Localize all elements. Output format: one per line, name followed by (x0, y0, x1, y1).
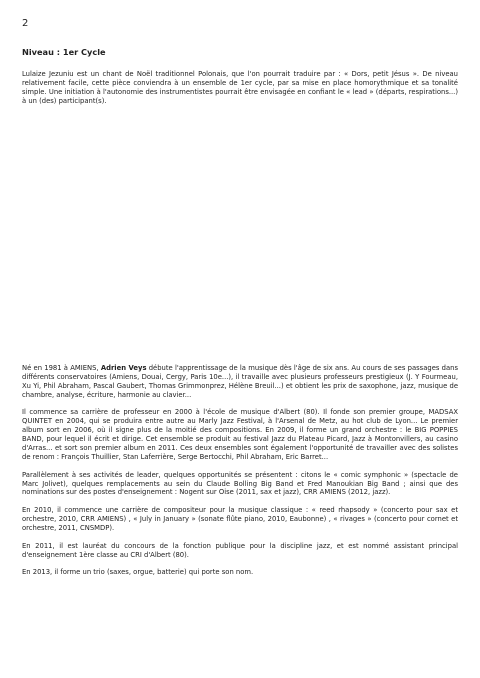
intro-paragraph: Lulaize Jezuniu est un chant de Noël traditionnel Polonais, que l'on pourrait traduire par : « Dors, petit Jésus ». De niveau relativement facile, cette pièce conviendra à un ensemble de 1er cycle, par sa mise en place homorythmique et sa tonalité simple. Une initiation à l'autonomie des instrumentistes pourrait être envisagée en confiant le « lead » (départs, respirations...) à un (des) participant(s). (22, 70, 458, 105)
bio-early-life-text: débute l'apprentissage de la musique dès l'âge de six ans. Au cours de ses passages dans différents conservatoires (Amiens, Douai, Cergy, Paris 10e...), il travaille avec plusieurs professeurs prestigieux (J. Y Fourmeau, Xu Yi, Phil Abraham, Pascal Gaubert, Thomas Grimmonprez, Hélène Breuil...) et obtient les prix de saxophone, jazz, musique de chambre, analyse, écriture, harmonie au clavier... (22, 364, 458, 399)
bio-paragraph-activities: Parallèlement à ses activités de leader, quelques opportunités se présentent : citons le « comic symphonic » (spectacle de Marc Jolivet), quelques remplacements au sein du Claude Bolling Big Band et Fred Manoukian Big Band ; ainsi que des nominations sur des postes d'enseignement : Nogent sur Oise (2011, sax et jazz), CRR AMIENS (2012, jazz). (22, 470, 458, 497)
bio-paragraph-career: Il commence sa carrière de professeur en 2000 à l'école de musique d'Albert (80). Il fonde son premier groupe, MADSAX QUINTET en 2004, qui se produira entre autre au Marly Jazz Festival, à l'Arsenal de Metz, au hot club de Lyon... Le premier album sort en 2006, où il signe plus de la moitié des compositions. En 2009, il forme un grand orchestre : le BIG POPPIES BAND, pour lequel il écrit et dirige. Cet ensemble se produit au festival Jazz du Plateau Picard, Jazz à Montonvillers, au casino d'Arras... et sort son premier album en 2011. Ces deux ensembles sont également l'opportunité de travailler avec des solistes de renom : François Thuillier, Stan Laferrière, Serge Bertocchi, Phil Abraham, Eric Barret... (22, 408, 458, 461)
bio-paragraph-trio: En 2013, il forme un trio (saxes, orgue, batterie) qui porte son nom. (22, 568, 254, 577)
bio-paragraph-early-life (22, 364, 458, 400)
composer-biography (22, 364, 458, 586)
composer-name: Adrien Veys (100, 364, 147, 372)
level-heading: Niveau : 1er Cycle (22, 47, 106, 57)
page-number: 2 (22, 18, 29, 29)
bio-intro-text: Né en 1981 à AMIENS, (22, 364, 101, 372)
bio-paragraph-laureate: En 2011, il est lauréat du concours de la fonction publique pour la discipline jazz, et est nommé assistant principal d'enseignement 1ère classe au CRI d'Albert (80). (22, 541, 458, 559)
bio-paragraph-compositions: En 2010, il commence une carrière de compositeur pour la musique classique : « reed rhapsody » (concerto pour sax et orchestre, 2010, CRR AMIENS) , « July in January » (sonate flûte piano, 2010, Eaubonne) , « rivages » (concerto pour cornet et orchestre, 2011, CNSMDP). (22, 506, 458, 532)
